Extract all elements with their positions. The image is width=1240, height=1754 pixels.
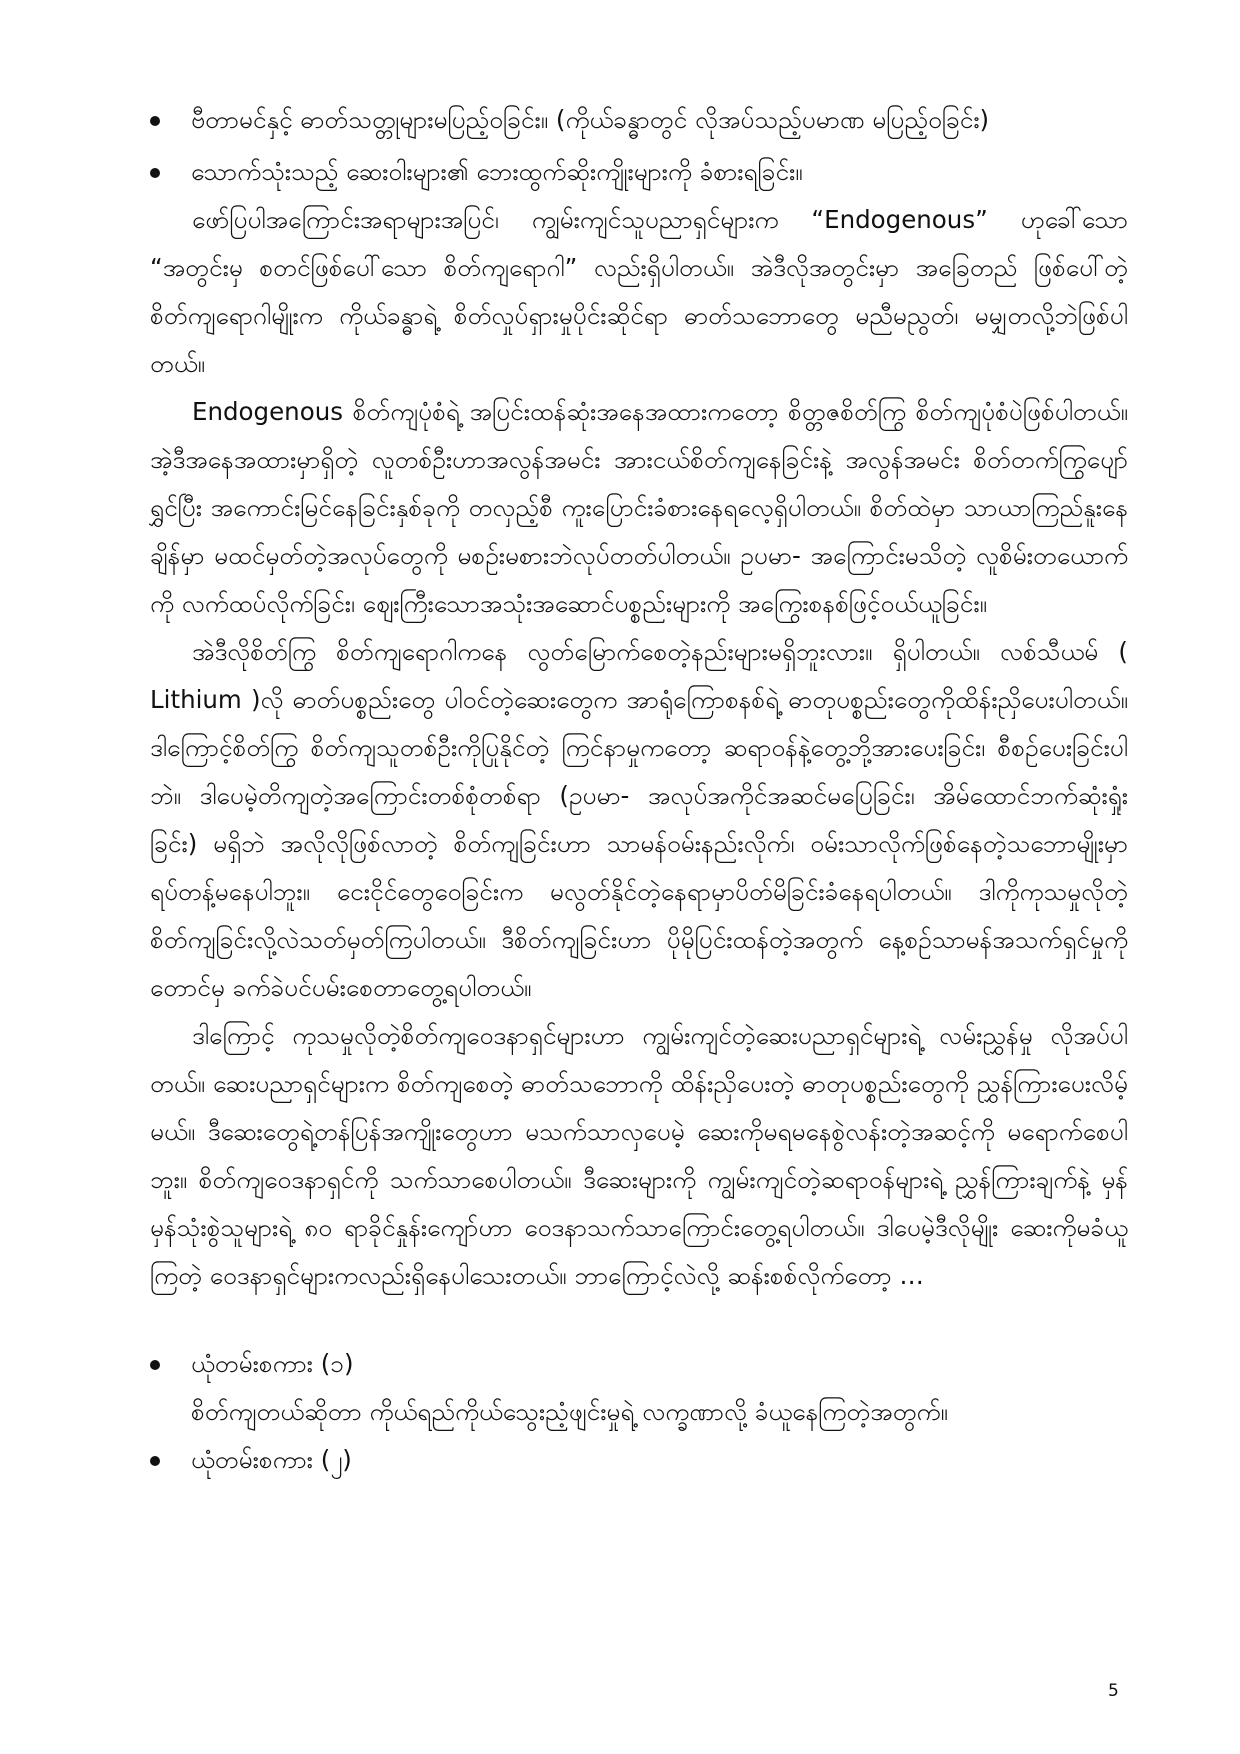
paragraph-endogenous-intro: ဖော်ပြပါအကြောင်းအရာများအပြင်၊ ကျွမ်းကျင်သူပညာရှင်များက “Endogenous” ဟုခေါ်သော “အတွင်းမှ စတင်ဖြစ်ပေါ်သော စိတ်ကျရောဂါ” လည်းရှိပါတယ်။ အဲဒီလိုအတွင်းမှာ အခြေတည် ဖြစ်ပေါ်တဲ့စိတ်ကျရောဂါမျိုးက ကိုယ်ခန္ဓာရဲ့ စိတ်လှုပ်ရှားမှုပိုင်းဆိုင်ရာ ဓာတ်သဘောတွေ မညီမညွတ်၊ မမျှတလို့ဘဲဖြစ်ပါတယ်။ [150, 205, 1128, 378]
bullet-item-1 [150, 96, 1128, 144]
bullet-dot-icon [150, 116, 160, 126]
document-page [150, 96, 1128, 1484]
myth-detail: စိတ်ကျတယ်ဆိုတာ ကိုယ်ရည်ကိုယ်သွေးညံ့ဖျင်းမှုရဲ့ လက္ခဏာလို့ ခံယူနေကြတဲ့အတွက်။ [191, 1397, 948, 1426]
bullet-item-2 [150, 148, 1128, 196]
bullet-dot-icon [150, 1360, 160, 1370]
bullet-item-myth-1 [150, 1340, 1128, 1436]
page-number: 5 [1108, 1681, 1119, 1701]
section-gap [150, 1300, 1128, 1340]
myth-title: ယုံတမ်းစကား (၂) [191, 1445, 352, 1474]
bullet-dot-icon [150, 1456, 160, 1466]
paragraph-endogenous-severe: Endogenous စိတ်ကျပုံစံရဲ့ အပြင်းထန်ဆုံးအနေအထားကတော့ စိတ္တဇစိတ်ကြွ စိတ်ကျပုံစံပဲဖြစ်ပါတယ်။ အဲ့ဒီအနေအထားမှာရှိတဲ့ လူတစ်ဦးဟာအလွန်အမင်း အားငယ်စိတ်ကျနေခြင်းနဲ့ အလွန်အမင်း စိတ်တက်ကြွပျော်ရွှင်ပြီး အကောင်းမြင်နေခြင်းနှစ်ခုကို တလှည့်စီ ကူးပြောင်းခံစားနေရလေ့ရှိပါတယ်။ စိတ်ထဲမှာ သာယာကြည်နူးနေချိန်မှာ မထင်မှတ်တဲ့အလုပ်တွေကို မစဉ်းမစားဘဲလုပ်တတ်ပါတယ်။ ဥပမာ- အကြောင်းမသိတဲ့ လူစိမ်းတယောက်ကို လက်ထပ်လိုက်ခြင်း၊ ဈေးကြီးသောအသုံးအဆောင်ပစ္စည်းများကို အကြွေးစနစ်ဖြင့်ဝယ်ယူခြင်း။ [150, 397, 1128, 618]
bullet-text: သောက်သုံးသည့် ဆေးဝါးများ၏ ဘေးထွက်ဆိုးကျိုးများကို ခံစားရခြင်း။ [191, 157, 803, 186]
bullet-text: ဗီတာမင်နှင့် ဓာတ်သတ္တုများမပြည့်ဝခြင်း။ (ကိုယ်ခန္ဓာတွင် လိုအပ်သည့်ပမာဏ မပြည့်ဝခြင်း) [191, 105, 990, 134]
paragraph-guidance: ဒါကြောင့် ကုသမှုလိုတဲ့စိတ်ကျဝေဒနာရှင်များဟာ ကျွမ်းကျင်တဲ့ဆေးပညာရှင်များရဲ့ လမ်းညွှန်မှု လိုအပ်ပါတယ်။ ဆေးပညာရှင်များက စိတ်ကျစေတဲ့ ဓာတ်သဘောကို ထိန်းညှိပေးတဲ့ ဓာတုပစ္စည်းတွေကို ညွှန်ကြားပေးလိမ့်မယ်။ ဒီဆေးတွေရဲ့တန်ပြန်အကျိုးတွေဟာ မသက်သာလှပေမဲ့ ဆေးကိုမရမနေစွဲလန်းတဲ့အဆင့်ကို မရောက်စေပါဘူး။ စိတ်ကျဝေဒနာရှင်ကို သက်သာစေပါတယ်။ ဒီဆေးများကို ကျွမ်းကျင်တဲ့ဆရာဝန်များရဲ့ ညွှန်ကြားချက်နဲ့ မှန်မှန်သုံးစွဲသူများရဲ့ ၈၀ ရာခိုင်နှုန်းကျော်ဟာ ဝေဒနာသက်သာကြောင်းတွေ့ရပါတယ်။ ဒါပေမဲ့ဒီလိုမျိုး ဆေးကိုမခံယူကြတဲ့ ဝေဒနာရှင်များကလည်းရှိနေပါသေးတယ်။ ဘာကြောင့်လဲလို့ ဆန်းစစ်လိုက်တော့ … [150, 1021, 1128, 1290]
myth-title: ယုံတမ်းစကား (၁) [191, 1349, 354, 1378]
bullet-dot-icon [150, 168, 160, 178]
bullet-item-myth-2 [150, 1436, 1128, 1484]
paragraph-treatment: အဲဒီလိုစိတ်ကြွ စိတ်ကျရောဂါကနေ လွတ်မြောက်စေတဲ့နည်းများမရှိဘူးလား။ ရှိပါတယ်။ လစ်သီယမ် ( Lithium )လို ဓာတ်ပစ္စည်းတွေ ပါဝင်တဲ့ဆေးတွေက အာရုံကြောစနစ်ရဲ့ ဓာတုပစ္စည်းတွေကိုထိန်းညှိပေးပါတယ်။ ဒါကြောင့်စိတ်ကြွ စိတ်ကျသူတစ်ဦးကိုပြုနိုင်တဲ့ ကြင်နာမှုကတော့ ဆရာဝန်နဲ့တွေ့ဘို့အားပေးခြင်း၊ စီစဉ်ပေးခြင်းပါဘဲ။ ဒါပေမဲ့တိကျတဲ့အကြောင်းတစ်စုံတစ်ရာ (ဥပမာ- အလုပ်အကိုင်အဆင်မပြေခြင်း၊ အိမ်ထောင်ဘက်ဆုံးရှုံးခြင်း) မရှိဘဲ အလိုလိုဖြစ်လာတဲ့ စိတ်ကျခြင်းဟာ သာမန်ဝမ်းနည်းလိုက်၊ ဝမ်းသာလိုက်ဖြစ်နေတဲ့သဘောမျိုးမှာ ရပ်တန့်မနေပါဘူး။ ငေးငိုင်တွေဝေခြင်းက မလွတ်နိုင်တဲ့နေရာမှာပိတ်မိခြင်းခံနေရပါတယ်။ ဒါကိုကုသမှုလိုတဲ့ စိတ်ကျခြင်းလို့လဲသတ်မှတ်ကြပါတယ်။ ဒီစိတ်ကျခြင်းဟာ ပိုမိုပြင်းထန်တဲ့အတွက် နေ့စဉ်သာမန်အသက်ရှင်မှုကိုတောင်မှ ခက်ခဲပင်ပမ်းစေတာတွေ့ရပါတယ်။ [150, 637, 1128, 1002]
